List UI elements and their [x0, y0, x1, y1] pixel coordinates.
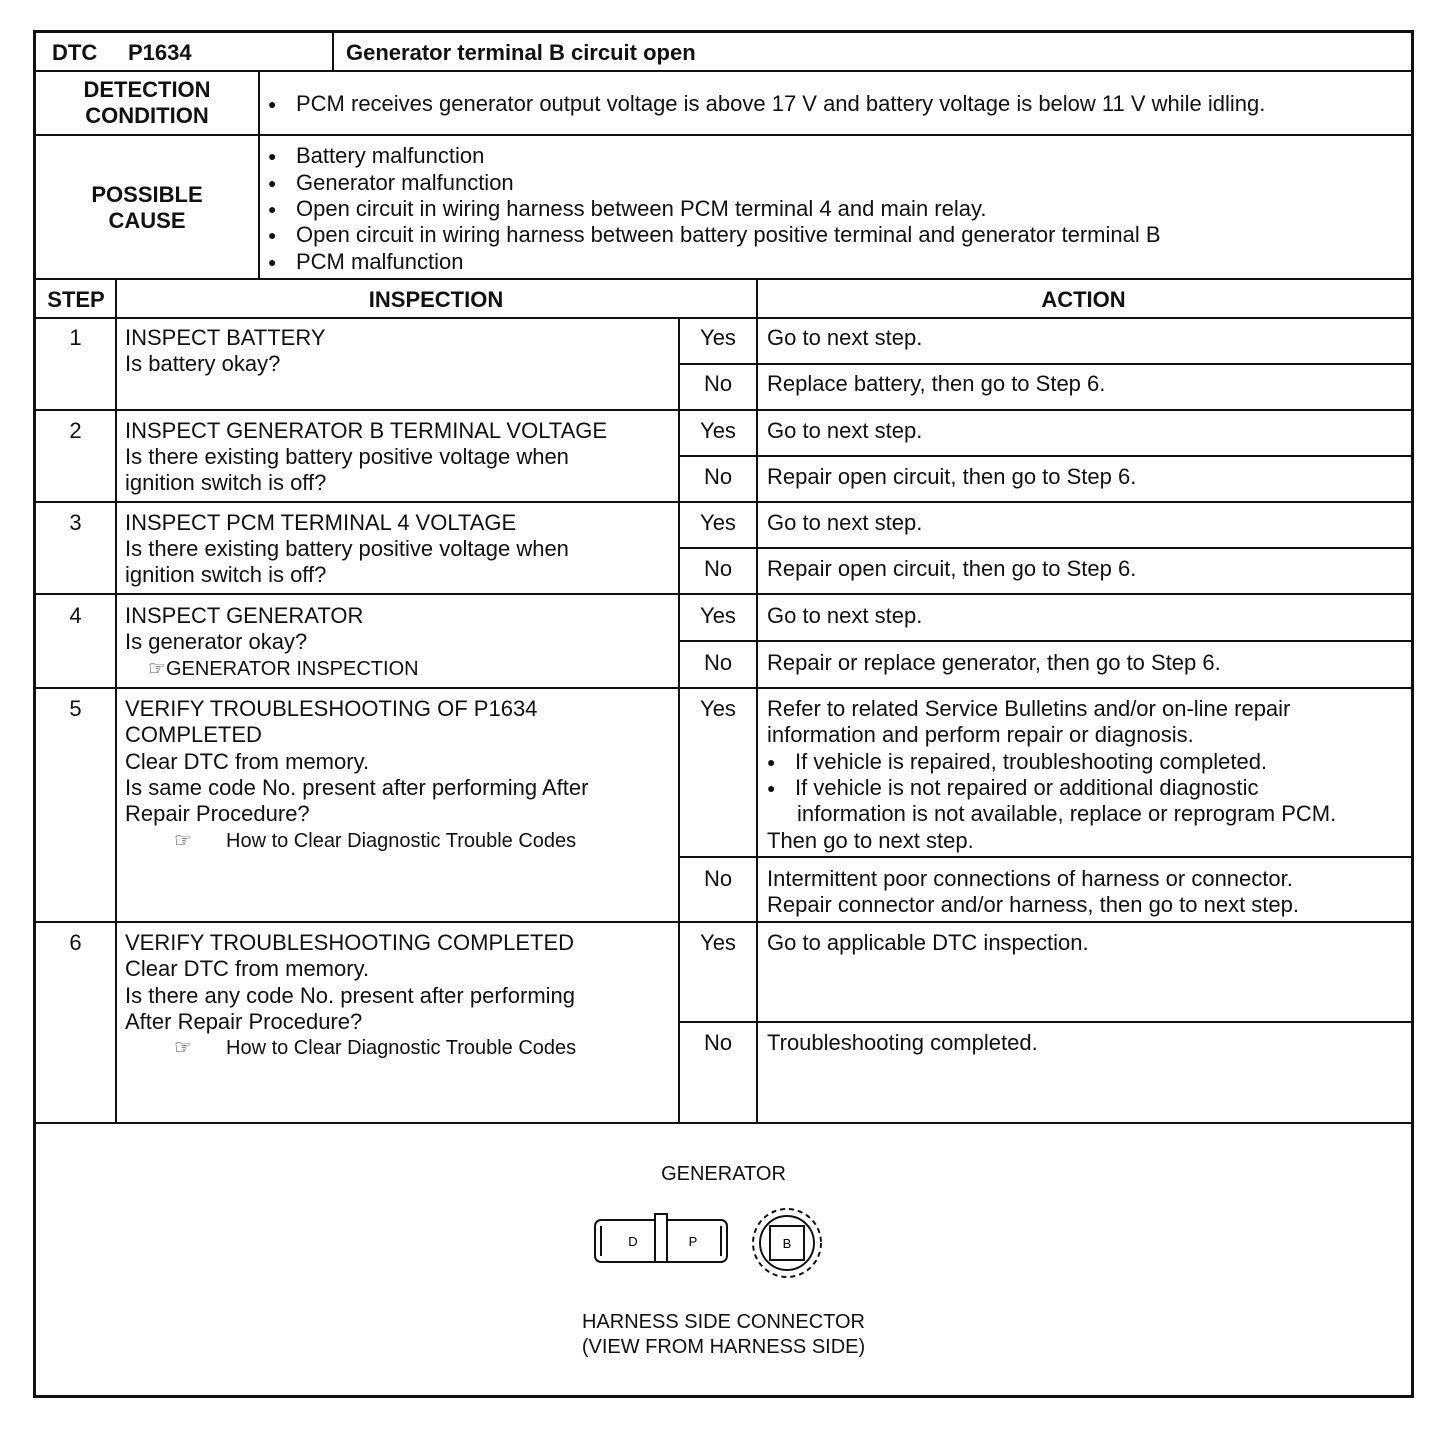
diagram-caption: HARNESS SIDE CONNECTOR	[581, 1311, 865, 1333]
step-number: 4	[69, 603, 82, 628]
terminal-p-label: P	[688, 1234, 698, 1249]
step-inspection-line: VERIFY TROUBLESHOOTING COMPLETED	[125, 930, 575, 955]
dtc-code: P1634	[128, 40, 192, 65]
step-inspection-line: INSPECT PCM TERMINAL 4 VOLTAGE	[125, 510, 517, 535]
no-label: No	[703, 556, 733, 581]
no-label: No	[703, 464, 733, 489]
diagram-title: GENERATOR	[661, 1163, 786, 1185]
column-header-action: ACTION	[1041, 287, 1126, 312]
step-inspection-line: ignition switch is off?	[125, 562, 327, 587]
step-number: 6	[69, 930, 82, 955]
no-label: No	[703, 866, 733, 891]
step-inspection-line: Is generator okay?	[125, 629, 308, 654]
yes-action: information is not available, replace or reprogram PCM.	[797, 801, 1337, 826]
yes-label: Yes	[700, 603, 736, 628]
step-number: 3	[69, 510, 82, 535]
step-inspection-line: ignition switch is off?	[125, 470, 327, 495]
yes-action-bullet: ● If vehicle is not repaired or additional diagnostic	[767, 775, 1259, 801]
reference-link[interactable]: ☞ How to Clear Diagnostic Trouble Codes	[174, 830, 577, 852]
step-inspection-line: Is battery okay?	[125, 351, 281, 376]
divider	[679, 363, 1411, 365]
no-action: Intermittent poor connections of harness or connector.	[767, 866, 1293, 891]
column-header-inspection: INSPECTION	[368, 287, 504, 312]
step-inspection-line: INSPECT GENERATOR	[125, 603, 364, 628]
pointing-hand-icon: ☞	[174, 830, 192, 852]
divider	[36, 70, 1411, 72]
pointing-hand-icon: ☞	[148, 658, 166, 680]
divider	[679, 455, 1411, 457]
b-terminal	[753, 1209, 821, 1277]
divider	[679, 640, 1411, 642]
dp-connector	[595, 1214, 727, 1262]
no-label: No	[703, 371, 733, 396]
divider	[679, 856, 1411, 858]
yes-action: Go to next step.	[767, 325, 923, 350]
divider	[756, 279, 758, 1122]
step-number: 2	[69, 418, 82, 443]
divider	[36, 921, 1411, 923]
detection-label: DETECTION	[83, 77, 211, 102]
divider	[36, 317, 1411, 319]
step-inspection-line: Repair Procedure?	[125, 801, 310, 826]
reference-link[interactable]: ☞ How to Clear Diagnostic Trouble Codes	[174, 1037, 577, 1059]
step-inspection-line: VERIFY TROUBLESHOOTING OF P1634	[125, 696, 538, 721]
divider	[679, 1021, 1411, 1023]
step-number: 1	[69, 325, 82, 350]
cause-item: ● Generator malfunction	[268, 170, 514, 196]
cause-item: ● Battery malfunction	[268, 143, 484, 169]
divider	[36, 409, 1411, 411]
divider	[36, 278, 1411, 280]
yes-action: Go to next step.	[767, 510, 923, 535]
divider	[36, 501, 1411, 503]
no-label: No	[703, 1030, 733, 1055]
divider	[679, 547, 1411, 549]
yes-label: Yes	[700, 510, 736, 535]
terminal-b-label: B	[782, 1236, 792, 1251]
possible-cause-label: CAUSE	[108, 208, 186, 233]
no-action: Troubleshooting completed.	[767, 1030, 1038, 1055]
column-header-step: STEP	[47, 287, 105, 312]
no-action: Repair open circuit, then go to Step 6.	[767, 556, 1137, 581]
dtc-title: Generator terminal B circuit open	[346, 40, 696, 65]
possible-cause-label: POSSIBLE	[91, 182, 203, 207]
yes-action: Go to applicable DTC inspection.	[767, 930, 1089, 955]
divider	[36, 593, 1411, 595]
yes-label: Yes	[700, 696, 736, 721]
step-inspection-line: Is there existing battery positive voltage when	[125, 536, 569, 561]
divider	[332, 33, 334, 71]
yes-label: Yes	[700, 325, 736, 350]
divider	[115, 279, 117, 1122]
yes-action: Go to next step.	[767, 603, 923, 628]
divider	[36, 134, 1411, 136]
yes-action: Go to next step.	[767, 418, 923, 443]
step-inspection-line: Clear DTC from memory.	[125, 749, 370, 774]
cause-item: ● Open circuit in wiring harness between PCM terminal 4 and main relay.	[268, 196, 986, 222]
yes-action: information and perform repair or diagnosis.	[767, 722, 1194, 747]
diagram-caption: (VIEW FROM HARNESS SIDE)	[581, 1336, 866, 1358]
detection-label: CONDITION	[85, 103, 209, 128]
yes-action: Then go to next step.	[767, 828, 974, 853]
step-inspection-line: Is there any code No. present after performing	[125, 983, 576, 1008]
step-inspection-line: After Repair Procedure?	[125, 1009, 363, 1034]
detection-text: ● PCM receives generator output voltage is above 17 V and battery voltage is below 11 V while idling.	[268, 91, 1265, 117]
no-action: Repair connector and/or harness, then go to next step.	[767, 892, 1299, 917]
dtc-sheet	[33, 30, 1414, 1398]
no-action: Replace battery, then go to Step 6.	[767, 371, 1106, 396]
divider	[258, 71, 260, 279]
yes-label: Yes	[700, 930, 736, 955]
cause-item: ● Open circuit in wiring harness between battery positive terminal and generator terminal B	[268, 222, 1161, 248]
no-action: Repair open circuit, then go to Step 6.	[767, 464, 1137, 489]
cause-item: ● PCM malfunction	[268, 249, 464, 275]
yes-action-bullet: ● If vehicle is repaired, troubleshooting completed.	[767, 749, 1267, 775]
step-inspection-line: COMPLETED	[125, 722, 262, 747]
pointing-hand-icon: ☞	[174, 1037, 192, 1059]
terminal-d-label: D	[628, 1234, 638, 1249]
step-inspection-line: Is there existing battery positive voltage when	[125, 444, 569, 469]
step-inspection-line: Clear DTC from memory.	[125, 956, 370, 981]
reference-link[interactable]: ☞GENERATOR INSPECTION	[148, 658, 419, 680]
step-inspection-line: Is same code No. present after performing After	[125, 775, 589, 800]
no-action: Repair or replace generator, then go to Step 6.	[767, 650, 1221, 675]
yes-label: Yes	[700, 418, 736, 443]
yes-action: Refer to related Service Bulletins and/or on-line repair	[767, 696, 1291, 721]
step-inspection-line: INSPECT BATTERY	[125, 325, 326, 350]
generator-connector-diagram	[589, 1208, 839, 1298]
dtc-label: DTC	[52, 40, 98, 65]
step-inspection-line: INSPECT GENERATOR B TERMINAL VOLTAGE	[125, 418, 608, 443]
step-number: 5	[69, 696, 82, 721]
divider	[36, 1122, 1411, 1124]
divider	[36, 687, 1411, 689]
no-label: No	[703, 650, 733, 675]
